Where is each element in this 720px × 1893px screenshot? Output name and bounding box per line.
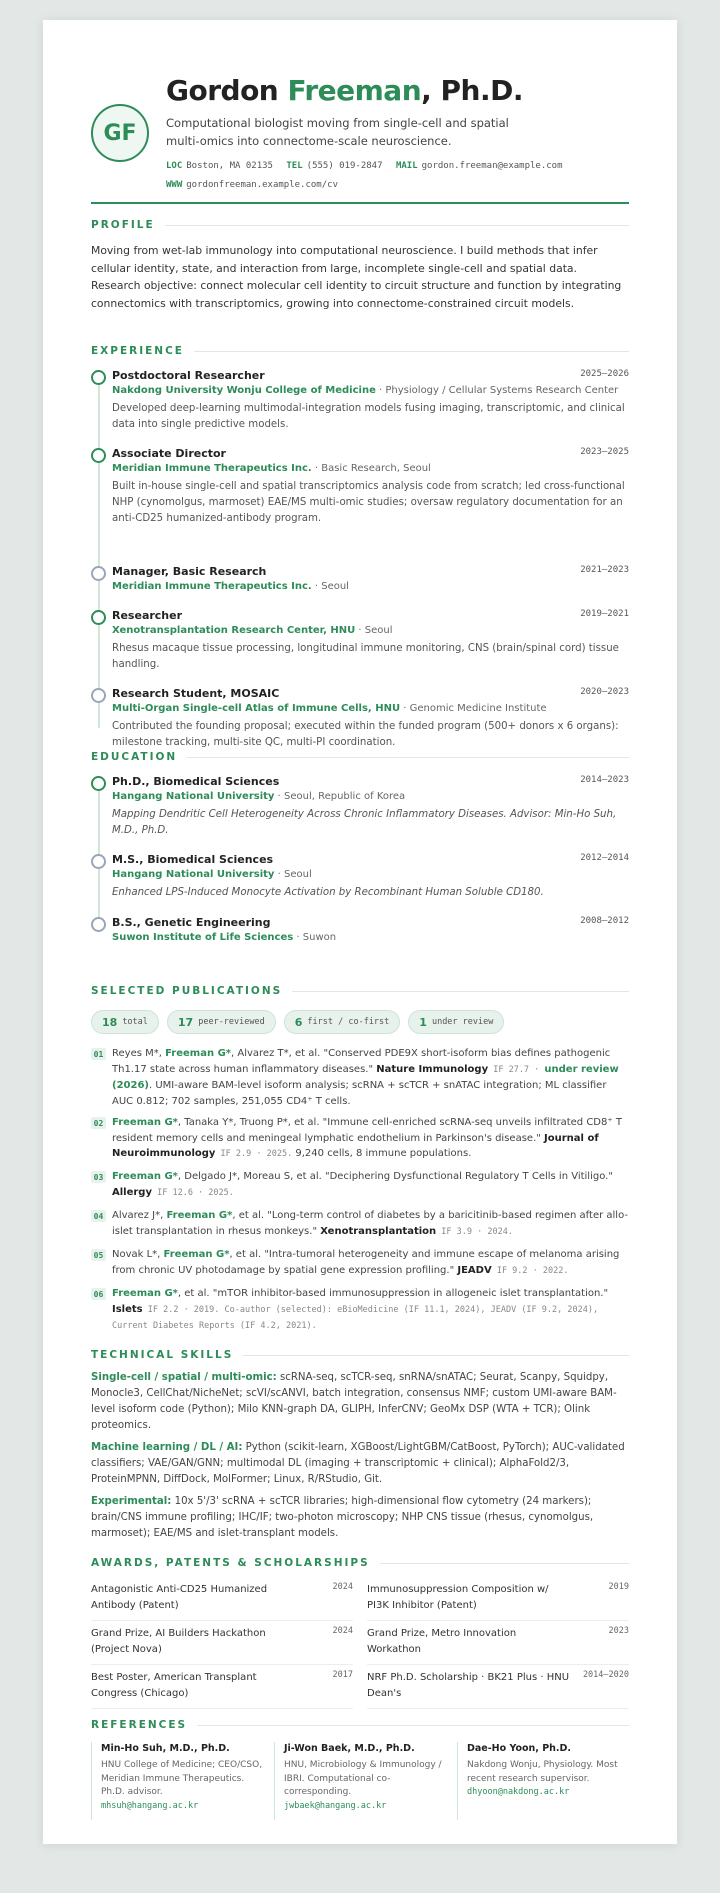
entry-org xyxy=(112,623,629,638)
section-title-profile xyxy=(91,218,629,232)
divider xyxy=(380,1563,629,1564)
pub-meta: IF 12.6 · 2025. xyxy=(152,1187,234,1198)
name-first: Gordon xyxy=(166,74,288,107)
author-self: Freeman G* xyxy=(112,1171,178,1182)
pub-notes: 9,240 cells, 8 immune populations. xyxy=(292,1148,472,1159)
skill-label: Machine learning / DL / AI: xyxy=(91,1442,243,1453)
tagline: Computational biologist moving from single-cell and spatial multi-omics into connectome-scale neuroscience. xyxy=(166,116,509,148)
skill-text: 10x 5'/3' scRNA + scTCR libraries; high-dimensional flow cytometry (24 markers); brain/CNS immune profiling; IHC/IF; two-photon microscopy; NHP CNS tissue (rhesus, cynomolgus, marmoset); EAE/MS and islet-transplant models. xyxy=(91,1496,594,1539)
award-year: 2023 xyxy=(608,1626,629,1636)
entry-description: Built in-house single-cell and spatial transcriptomics analysis code from scratch; led cross-functional NHP (cynomolgus, marmoset) EAE/MS multi-omic studies; oversaw regulatory documentation for an anti-CD25 humanized-antibody program. xyxy=(112,481,625,524)
contact-mail[interactable] xyxy=(396,161,563,171)
header xyxy=(166,74,606,195)
contact-info xyxy=(166,157,606,195)
authors-pre: Novak L*, xyxy=(112,1249,164,1260)
org-detail: · Physiology / Cellular Systems Research Center xyxy=(375,385,619,396)
authors-pre: Reyes M*, xyxy=(112,1048,166,1059)
references-list xyxy=(91,1742,629,1822)
timeline-dot xyxy=(91,370,106,385)
publication-item xyxy=(91,1208,629,1240)
org-detail: · Genomic Medicine Institute xyxy=(400,703,547,714)
section-title-publications xyxy=(91,984,629,998)
name-suffix: , Ph.D. xyxy=(421,74,523,107)
timeline-dot xyxy=(91,566,106,581)
entry-org xyxy=(112,930,629,945)
award-year: 2017 xyxy=(332,1670,353,1680)
entry-title: Ph.D., Biomedical Sciences xyxy=(112,775,280,788)
org-detail: · Seoul xyxy=(311,581,349,592)
reference-email[interactable]: mhsuh@hangang.ac.kr xyxy=(101,1800,199,1811)
org-detail: · Seoul xyxy=(355,625,393,636)
entry-title: Associate Director xyxy=(112,447,226,460)
pub-title: , et al. "mTOR inhibitor-based immunosuppression in allogeneic islet transplantation." xyxy=(177,1288,609,1299)
publication-number: 03 xyxy=(91,1171,106,1183)
timeline-dot xyxy=(91,854,106,869)
entry-title: B.S., Genetic Engineering xyxy=(112,916,271,929)
stat-count: 1 xyxy=(419,1015,427,1029)
pub-title: , Tanaka Y*, Truong P*, et al. "Immune cell-enriched scRNA-seq unveils infiltrated CD8⁺ T resident memory cells and meningeal lymphatic endothelium in Parkinson's disease." xyxy=(112,1117,622,1144)
pub-meta: IF 9.2 · 2022. xyxy=(491,1265,569,1276)
contact-www[interactable] xyxy=(166,180,338,190)
publication-number: 04 xyxy=(91,1210,106,1222)
pub-title: , Delgado J*, Moreau S, et al. "Deciphering Dysfunctional Regulatory T Cells in Vitiligo." xyxy=(177,1171,613,1182)
timeline-dot xyxy=(91,610,106,625)
publication-item xyxy=(91,1169,629,1201)
entry-date: 2023–2025 xyxy=(580,447,629,457)
entry-date: 2014–2023 xyxy=(580,775,629,785)
stat-label: peer-reviewed xyxy=(198,1017,265,1027)
author-self: Freeman G* xyxy=(165,1048,232,1059)
education-heading: EDUCATION xyxy=(91,751,178,763)
org-name: Meridian Immune Therapeutics Inc. xyxy=(112,581,312,592)
entry-org xyxy=(112,789,629,804)
publication-item xyxy=(91,1286,629,1335)
publication-number: 02 xyxy=(91,1117,106,1129)
award-item xyxy=(367,1626,629,1665)
entry-title: M.S., Biomedical Sciences xyxy=(112,853,274,866)
skill-text: Python (scikit-learn, XGBoost/LightGBM/CatBoost, PyTorch); AUC-validated classifiers; VAE/GAN/GNN; multimodal DL (imaging + transcriptomic + clinical); AlphaFold2/3, ProteinMPNN, DiffDock, MolFormer; Linux, R/RStudio, Git. xyxy=(91,1442,625,1485)
entry-date: 2019–2021 xyxy=(580,609,629,619)
pub-notes: . UMI-aware BAM-level isoform analysis; scRNA + scTCR + snATAC integration; ML classifier AUC 0.812; 702 samples, 251,055 CD4⁺ T cells. xyxy=(112,1080,607,1107)
entry-description: Contributed the founding proposal; executed within the funded program (500+ donors x 6 organs): milestone tracking, multi-site QC, multi-PI coordination. xyxy=(112,721,619,748)
award-title: Best Poster, American Transplant Congress (Chicago) xyxy=(91,1672,257,1699)
stat-pill-first-author xyxy=(284,1010,401,1034)
references-heading: REFERENCES xyxy=(91,1719,188,1731)
thesis-description: Mapping Dendritic Cell Heterogeneity Across Chronic Inflammatory Diseases. Advisor: Min-Ho Suh, M.D., Ph.D. xyxy=(112,809,617,836)
pub-meta: IF 3.9 · 2024. xyxy=(436,1226,513,1237)
stat-label: under review xyxy=(431,1017,494,1027)
reference-card xyxy=(457,1742,629,1820)
award-title: Immunosuppression Composition w/ PI3K Inhibitor (Patent) xyxy=(367,1584,549,1611)
section-title-awards xyxy=(91,1556,629,1570)
authors-pre: Alvarez J*, xyxy=(112,1210,167,1221)
reference-name: Min-Ho Suh, M.D., Ph.D. xyxy=(101,1743,230,1754)
stat-count: 6 xyxy=(294,1015,303,1029)
entry-description: Rhesus macaque tissue processing, longitudinal immune monitoring, CNS (brain/spinal cord) tissue handling. xyxy=(112,643,619,670)
entry-date: 2021–2023 xyxy=(580,565,629,575)
entry-org xyxy=(112,867,629,882)
journal-name: Allergy xyxy=(112,1186,152,1198)
entry-title: Research Student, MOSAIC xyxy=(112,687,280,700)
monogram-logo: GF xyxy=(91,104,149,162)
experience-entry xyxy=(91,368,629,433)
mail-label: MAIL xyxy=(395,161,418,171)
skill-group xyxy=(91,1494,629,1542)
tel-label: TEL xyxy=(286,161,303,171)
timeline-dot xyxy=(91,776,106,791)
reference-email[interactable]: dhyoon@nakdong.ac.kr xyxy=(467,1787,570,1797)
entry-description: Developed deep-learning multimodal-integration models fusing imaging, transcriptomic, and clinical data into single predictive models. xyxy=(112,403,625,430)
reference-description: HNU, Microbiology & Immunology / IBRI. Computational co-corresponding. xyxy=(284,1760,442,1797)
entry-org xyxy=(112,579,629,594)
publication-item xyxy=(91,1115,629,1163)
award-year: 2014–2020 xyxy=(582,1670,629,1680)
section-title-references xyxy=(91,1718,629,1732)
divider xyxy=(292,991,629,992)
org-detail: · Seoul, Republic of Korea xyxy=(274,791,406,802)
skill-group xyxy=(91,1440,629,1488)
pub-title: , et al. "Long-term control of diabetes by a baricitinib-based regimen after allo-islet transplantation in rhesus monkeys." xyxy=(112,1210,628,1237)
stat-count: 18 xyxy=(102,1015,118,1029)
reference-description: Nakdong Wonju, Physiology. Most recent research supervisor. xyxy=(467,1760,618,1784)
award-item xyxy=(91,1626,353,1665)
award-title: NRF Ph.D. Scholarship · BK21 Plus · HNU Dean's xyxy=(367,1672,570,1699)
award-item xyxy=(91,1582,353,1621)
skill-label: Single-cell / spatial / multi-omic: xyxy=(91,1372,277,1383)
pub-notes: Co-author (selected): eBioMedicine (IF 11.1, 2024), JEADV (IF 9.2, 2024), Current Diabetes Reports (IF 4.2, 2021). xyxy=(112,1304,599,1331)
education-entry xyxy=(91,774,629,839)
stat-label: total xyxy=(122,1017,148,1027)
divider xyxy=(197,1725,629,1726)
pub-title: , et al. "Intra-tumoral heterogeneity and immune escape of melanoma arising from chronic UV photodamage by spatial gene expression profiling." xyxy=(112,1249,620,1276)
divider xyxy=(187,757,629,758)
experience-heading: EXPERIENCE xyxy=(91,345,184,357)
award-item xyxy=(367,1582,629,1621)
entry-org xyxy=(112,383,629,398)
entry-date: 2012–2014 xyxy=(580,853,629,863)
org-detail: · Suwon xyxy=(293,932,337,943)
journal-name: Xenotransplantation xyxy=(320,1225,437,1237)
org-name: Xenotransplantation Research Center, HNU xyxy=(112,625,356,636)
author-self: Freeman G* xyxy=(112,1288,178,1299)
header-divider xyxy=(91,202,629,204)
stat-pill-under-review xyxy=(408,1010,504,1034)
reference-name: Ji-Won Baek, M.D., Ph.D. xyxy=(284,1743,415,1754)
award-year: 2019 xyxy=(608,1582,629,1592)
entry-title: Postdoctoral Researcher xyxy=(112,369,265,382)
profile-heading: PROFILE xyxy=(91,219,155,231)
org-name: Suwon Institute of Life Sciences xyxy=(112,932,294,943)
entry-date: 2020–2023 xyxy=(580,687,629,697)
author-self: Freeman G* xyxy=(163,1249,230,1260)
name-last: Freeman xyxy=(287,74,422,107)
journal-name: Islets xyxy=(112,1303,143,1315)
profile-text: Moving from wet-lab immunology into computational neuroscience. I build methods that infer cellular identity, state, and interaction from large, incomplete single-cell and spatial data. Research objective: connect molecular cell identity to circuit structure and function by integrating connectomics with transcriptomics, growing into connectome-constrained circuit models. xyxy=(91,244,622,310)
publication-item xyxy=(91,1247,629,1279)
experience-entry xyxy=(91,686,629,751)
experience-entry xyxy=(91,446,629,527)
org-name: Meridian Immune Therapeutics Inc. xyxy=(112,463,312,474)
loc-value: Boston, MA 02135 xyxy=(186,161,273,171)
journal-name: JEADV xyxy=(457,1264,492,1276)
publication-item xyxy=(91,1046,629,1109)
award-year: 2024 xyxy=(332,1582,353,1592)
experience-entry xyxy=(91,608,629,673)
mail-value: gordon.freeman@example.com xyxy=(421,161,563,171)
timeline-dot xyxy=(91,448,106,463)
org-detail: · Seoul xyxy=(274,869,312,880)
award-item xyxy=(91,1670,353,1709)
education-entry xyxy=(91,852,629,901)
entry-date: 2025–2026 xyxy=(580,369,629,379)
publication-stats xyxy=(91,1010,504,1034)
org-name: Hangang National University xyxy=(112,869,275,880)
entry-title: Researcher xyxy=(112,609,183,622)
skill-group xyxy=(91,1370,629,1434)
www-value: gordonfreeman.example.com/cv xyxy=(186,180,338,190)
timeline-dot xyxy=(91,917,106,932)
award-title: Antagonistic Anti-CD25 Humanized Antibody (Patent) xyxy=(91,1584,268,1611)
section-title-experience xyxy=(91,344,629,358)
publications-heading: SELECTED PUBLICATIONS xyxy=(91,985,283,997)
skills-heading: TECHNICAL SKILLS xyxy=(91,1349,234,1361)
pub-meta: IF 2.9 · 2025. xyxy=(215,1149,293,1159)
award-title: Grand Prize, AI Builders Hackathon (Project Nova) xyxy=(91,1628,266,1655)
reference-email[interactable]: jwbaek@hangang.ac.kr xyxy=(284,1800,387,1811)
pub-meta: IF 2.2 · 2019. xyxy=(142,1304,220,1315)
org-name: Multi-Organ Single-cell Atlas of Immune Cells, HNU xyxy=(112,703,401,714)
thesis-description: Enhanced LPS-Induced Monocyte Activation by Recombinant Human Soluble CD180. xyxy=(112,887,544,898)
reference-card xyxy=(91,1742,263,1820)
tel-value: (555) 019-2847 xyxy=(306,161,383,171)
pub-meta: IF 27.7 · xyxy=(488,1064,545,1075)
reference-card xyxy=(274,1742,446,1820)
stat-pill-total xyxy=(91,1010,159,1034)
stat-pill-peer-reviewed xyxy=(167,1010,276,1034)
skill-label: Experimental: xyxy=(91,1496,172,1507)
org-detail: · Basic Research, Seoul xyxy=(311,463,431,474)
divider xyxy=(165,225,629,226)
reference-name: Dae-Ho Yoon, Ph.D. xyxy=(467,1743,572,1754)
author-self: Freeman G* xyxy=(112,1117,178,1128)
award-item xyxy=(367,1670,629,1709)
timeline-dot xyxy=(91,688,106,703)
award-title: Grand Prize, Metro Innovation Workathon xyxy=(367,1628,517,1655)
journal-name: Nature Immunology xyxy=(376,1063,489,1075)
review-status: under review (2026) xyxy=(112,1063,619,1091)
publication-number: 01 xyxy=(91,1048,106,1060)
contact-tel[interactable] xyxy=(286,161,382,171)
name-title xyxy=(166,74,606,108)
skill-text: scRNA-seq, scTCR-seq, snRNA/snATAC; Seurat, Scanpy, Squidpy, Monocle3, CellChat/NicheNet; scVI/scANVI, batch integration, consensus NMF; custom UMI-aware BAM-level isoform code (Python); Milo KNN-graph DA, GLIPH, InferCNV; GeoMx DSP (WTA + TCR); Olink proteomics. xyxy=(91,1372,617,1431)
divider xyxy=(194,351,629,352)
stat-count: 17 xyxy=(177,1015,194,1029)
pub-title: , Alvarez T*, et al. "Conserved PDE9X short-isoform bias defines pathogenic Th1.17 state across human inflammatory diseases." xyxy=(112,1048,611,1075)
publication-number: 06 xyxy=(91,1288,106,1300)
section-title-skills xyxy=(91,1348,629,1362)
reference-description: HNU College of Medicine; CEO/CSO, Meridian Immune Therapeutics. Ph.D. advisor. xyxy=(101,1760,263,1797)
org-name: Hangang National University xyxy=(112,791,275,802)
divider xyxy=(243,1355,629,1356)
section-title-education xyxy=(91,750,629,764)
award-year: 2024 xyxy=(332,1626,353,1636)
resume-page xyxy=(43,20,677,1844)
entry-org xyxy=(112,461,629,476)
loc-label: LOC xyxy=(166,161,183,171)
entry-org xyxy=(112,701,629,716)
experience-entry xyxy=(91,564,629,594)
entry-title: Manager, Basic Research xyxy=(112,565,267,578)
stat-label: first / co-first xyxy=(307,1017,390,1027)
org-name: Nakdong University Wonju College of Medicine xyxy=(112,385,376,396)
education-entry xyxy=(91,915,629,945)
publication-number: 05 xyxy=(91,1249,106,1261)
entry-date: 2008–2012 xyxy=(580,916,629,926)
www-label: WWW xyxy=(166,180,183,190)
journal-name: Journal of Neuroimmunology xyxy=(112,1132,599,1159)
author-self: Freeman G* xyxy=(166,1210,233,1221)
awards-heading: AWARDS, PATENTS & SCHOLARSHIPS xyxy=(91,1557,370,1569)
contact-location xyxy=(166,161,273,171)
